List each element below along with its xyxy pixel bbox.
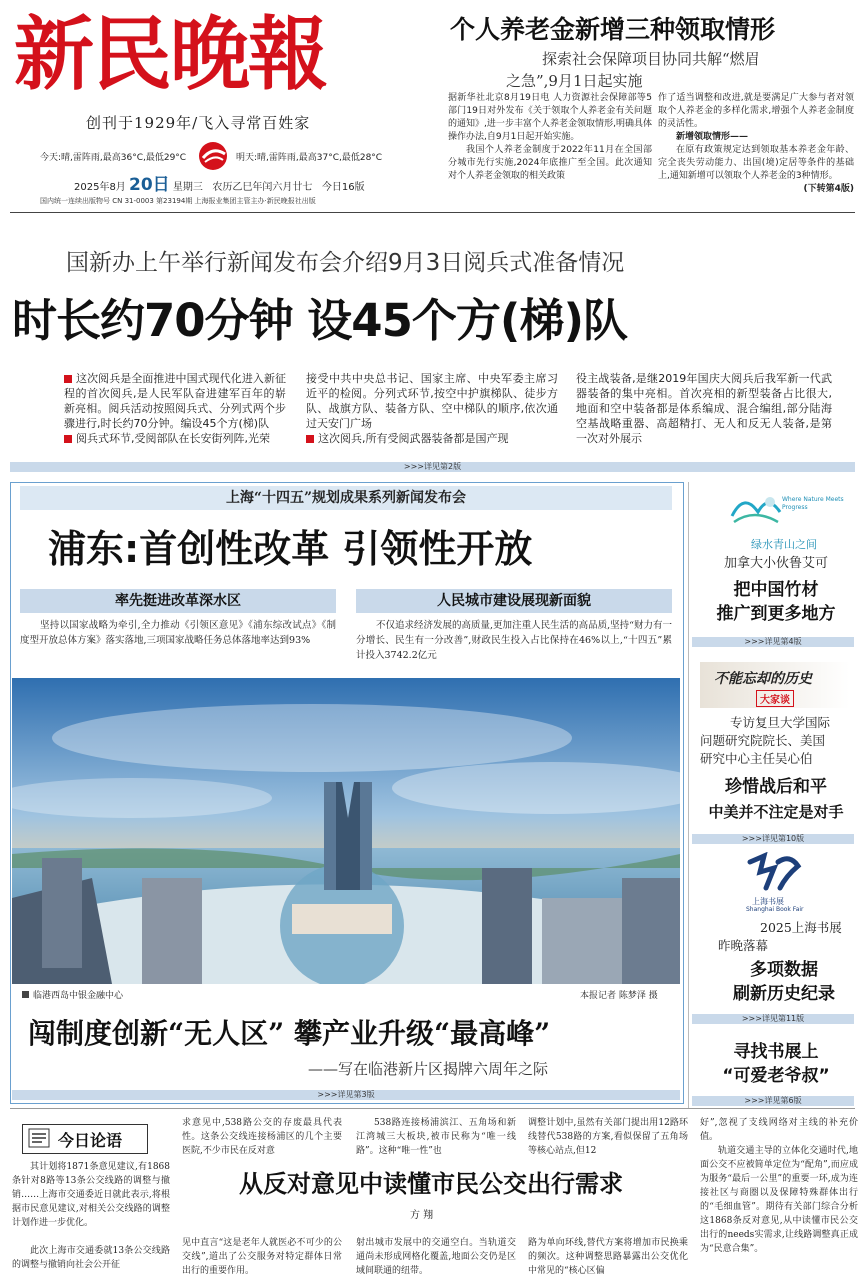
parade-col3: 役主战装备,是继2019年国庆大阅兵后我军新一代武器装备的集中亮相。首次亮相的新型装备占比很大,地面和空中装备都是体系编成、混合编组,部分陆海空基战略重器、高超精打、无人和反无人装备,是第一次对外展示 bbox=[576, 372, 832, 445]
parade-col1b bbox=[64, 431, 286, 446]
history-tag: 大家谈 bbox=[756, 690, 794, 707]
editorial-col1: 其计划将1871条意见建议,有1868条针对8路等13条公交线路的调整与撤销……上海市交通委近日就此表示,将根据市民意见建议,对相关公交线路的调整计划作进一步优化。 bbox=[12, 1162, 170, 1228]
top-story-continued[interactable]: (下转第4版) bbox=[803, 184, 854, 194]
book-fair-logo-cn: 上海书展 bbox=[752, 897, 784, 906]
photo-caption bbox=[22, 988, 123, 1001]
history-text-line2: 问题研究院院长、美国 bbox=[700, 733, 826, 748]
editorial-author: 方 翔 bbox=[410, 1210, 434, 1221]
uncle-title-line1: 寻找书展上 bbox=[733, 1042, 819, 1062]
green-mountains-logo bbox=[724, 486, 824, 538]
green-mountains-cn: 绿水青山之间 bbox=[751, 538, 817, 551]
parade-see-more[interactable]: >>>详见第2版 bbox=[10, 462, 855, 472]
editorial-headline: 从反对意见中读懂市民公交出行需求 bbox=[239, 1170, 623, 1198]
uncle-see-more[interactable]: >>>详见第6版 bbox=[692, 1096, 854, 1106]
pudong-left-title: 率先挺进改革深水区 bbox=[20, 589, 336, 613]
top-story-headline: 个人养老金新增三种领取情形 bbox=[450, 15, 776, 44]
bamboo-title-line2: 推广到更多地方 bbox=[716, 604, 836, 624]
parade-col2b-text: 这次阅兵,所有受阅武器装备都是国产现 bbox=[318, 432, 509, 445]
top-story-sub2: 之急”,9月1日起实施 bbox=[506, 72, 643, 90]
editorial-col2b: 见中直言“这是老年人就医必不可少的公交线”,道出了公交服务对特定群体日常出行的重要作用。 bbox=[182, 1238, 342, 1276]
pudong-right-text: 不仅追求经济发展的高质量,更加注重人民生活的高品质,坚持“财力有一分增长、民生有一分改善”,财政民生投入占比保持在46%以上,“十四五”累计投入3742.2亿元 bbox=[356, 620, 672, 661]
top-story-col1b: 我国个人养老金制度于2022年11月在全国部分城市先行实施,2024年底推广至全国。此次通知对个人养老金领取的相关政策 bbox=[448, 145, 652, 181]
date-prefix: 2025年8月 bbox=[74, 182, 126, 193]
date-rest: 星期三 农历乙巳年闰六月廿七 今日16版 bbox=[172, 182, 365, 193]
pudong-left-text: 坚持以国家战略为牵引,全力推动《引领区意见》《浦东综改试点》《制度型开放总体方案》落实落地,三项国家战略任务总体落地率达到93% bbox=[20, 620, 336, 646]
editorial-col3: 538路连接杨浦滨江、五角场和新江湾城三大板块,被市民称为“唯一线路”。这种“唯一性”也 bbox=[356, 1118, 516, 1156]
bamboo-title-line1: 把中国竹材 bbox=[733, 580, 819, 600]
top-story-col2: 作了适当调整和改进,就是要满足广大参与者对领取个人养老金的多样化需求,增强个人养老金制度的灵活性。 bbox=[658, 93, 854, 129]
book-fair-logo-icon bbox=[744, 852, 810, 900]
weather-tomorrow: 明天:晴,雷阵雨,最高37°C,最低28°C bbox=[236, 153, 383, 163]
parade-headline: 时长约70分钟 设45个方(梯)队 bbox=[12, 294, 628, 347]
history-see-more[interactable]: >>>详见第10版 bbox=[692, 834, 854, 844]
editorial-col1b: 此次上海市交通委就13条公交线路的调整与撤销向社会公开征 bbox=[12, 1246, 170, 1270]
book-fair-title-line1: 多项数据 bbox=[750, 960, 818, 980]
bullet-icon bbox=[306, 435, 314, 443]
caption-marker-icon bbox=[22, 991, 29, 998]
editorial-label: 今日论语 bbox=[58, 1131, 123, 1150]
history-title-line1: 珍惜战后和平 bbox=[725, 777, 827, 797]
top-story-col2b: 在原有政策规定达到领取基本养老金年龄、完全丧失劳动能力、出国(境)定居等条件的基础上,通知新增可以领取个人养老金的3种情形。 bbox=[658, 145, 854, 181]
pudong-headline: 浦东:首创性改革 引领性开放 bbox=[48, 527, 533, 571]
pudong-see-more[interactable]: >>>详见第3版 bbox=[12, 1090, 680, 1100]
date-day: 20日 bbox=[129, 175, 170, 195]
photo-credit: 本报记者 陈梦泽 摄 bbox=[580, 991, 658, 1001]
masthead-slogan: 创刊于1929年/飞入寻常百姓家 bbox=[86, 114, 311, 132]
parade-col1b-text: 阅兵式环节,受阅部队在长安街列阵,光荣 bbox=[76, 432, 270, 445]
pudong-right-title: 人民城市建设展现新面貌 bbox=[356, 589, 672, 613]
publication-registration: 国内统一连续出版物号 CN 31-0003 第23194期 上海报业集团主管主办·新民晚报社出版 bbox=[40, 197, 316, 205]
photo-caption-text: 临港西岛中银金融中心 bbox=[33, 991, 124, 1001]
top-story-col1: 据新华社北京8月19日电 人力资源社会保障部等5部门19日对外发布《关于领取个人养老金有关问题的通知》,进一步丰富个人养老金领取情形,明确具体操作办法,自9月1日起开始实施。 bbox=[448, 93, 652, 142]
editorial-col2: 求意见中,538路公交的存废最具代表性。这条公交线连接杨浦区的几个主要医院,不少市民在反对意 bbox=[182, 1118, 342, 1156]
weather-today: 今天:晴,雷阵雨,最高36°C,最低29°C bbox=[40, 153, 187, 163]
top-story-col2-head: 新增领取情形—— bbox=[676, 132, 749, 142]
editorial-col5b: 轨道交通主导的立体化交通时代,地面公交不应被简单定位为“配角”,而应成为服务“最后一公里”的重要一环,成为连接社区与商圈以及保障特殊群体出行的“毛细血管”。期待有关部门综合分析这1868条反对意见,从中读懂市民公交出行的needs实需求,让线路调整真正成为“民意合集”。 bbox=[700, 1146, 858, 1254]
book-fair-see-more[interactable]: >>>详见第11版 bbox=[692, 1014, 854, 1024]
book-fair-kicker2: 昨晚落幕 bbox=[718, 938, 769, 953]
editorial-icon bbox=[28, 1128, 50, 1152]
editorial-col3b: 射出城市发展中的交通空白。当轨道交通尚未形成网格化覆盖,地面公交仍是区域间联通的纽带。 bbox=[356, 1238, 516, 1276]
bullet-icon bbox=[64, 375, 72, 383]
editorial-col4b: 路为单向环线,替代方案将增加市民换乘的频次。这种调整思路暴露出公交优化中常见的“核心区偏 bbox=[528, 1238, 688, 1276]
book-fair-title-line2: 刷新历史纪录 bbox=[733, 984, 835, 1004]
parade-col2: 接受中共中央总书记、国家主席、中央军委主席习近平的检阅。分列式环节,按空中护旗梯队、徒步方队、战旗方队、装备方队、空中梯队的顺序,依次通过天安门广场 bbox=[306, 372, 558, 430]
green-mountains-en: Where Nature Meets Progress bbox=[782, 496, 844, 511]
bullet-icon bbox=[64, 435, 72, 443]
uncle-title-line2: “可爱老爷叔” bbox=[722, 1066, 830, 1086]
masthead-logo: 新民晚報 bbox=[14, 7, 326, 101]
top-story-sub1: 探索社会保障项目协同共解“燃眉 bbox=[542, 50, 760, 68]
pudong-kicker: 上海“十四五”规划成果系列新闻发布会 bbox=[20, 486, 672, 510]
history-text-line1: 专访复旦大学国际 bbox=[730, 715, 831, 730]
book-fair-logo-en: Shanghai Book Fair bbox=[746, 906, 804, 913]
lingang-subheadline: ——写在临港新片区揭牌六周年之际 bbox=[308, 1060, 549, 1078]
issue-date bbox=[74, 170, 365, 195]
editorial-col5: 好”,忽视了支线网络对主线的补充价值。 bbox=[700, 1118, 858, 1142]
parade-col1 bbox=[64, 371, 286, 431]
bamboo-kicker: 加拿大小伙鲁艾可 bbox=[723, 556, 828, 571]
divider bbox=[10, 212, 855, 213]
lingang-headline: 闯制度创新“无人区” 攀产业升级“最高峰” bbox=[28, 1017, 551, 1050]
editorial-top-rule bbox=[10, 1108, 855, 1109]
history-text-line3: 研究中心主任吴心伯 bbox=[700, 751, 813, 766]
bamboo-see-more[interactable]: >>>详见第4版 bbox=[692, 637, 854, 647]
history-brand: 不能忘却的历史 bbox=[714, 671, 812, 687]
parade-col1-text: 这次阅兵是全面推进中国式现代化进入新征程的首次阅兵,是人民军队奋进建军百年的崭新亮相。阅兵活动按照阅兵式、分列式两个步骤进行,时长约70分钟。编设45个方(梯)队 bbox=[64, 372, 286, 430]
lingang-photo bbox=[12, 678, 680, 984]
parade-col2b bbox=[306, 431, 558, 446]
parade-kicker: 国新办上午举行新闻发布会介绍9月3日阅兵式准备情况 bbox=[66, 250, 625, 276]
history-title-line2: 中美并不注定是对手 bbox=[708, 803, 844, 821]
book-fair-kicker1: 2025上海书展 bbox=[760, 920, 842, 935]
editorial-col4: 调整计划中,虽然有关部门提出用12路环线替代538路的方案,看似保留了五角场等核心站点,但12 bbox=[528, 1118, 688, 1156]
sidebar-divider bbox=[688, 482, 689, 1108]
